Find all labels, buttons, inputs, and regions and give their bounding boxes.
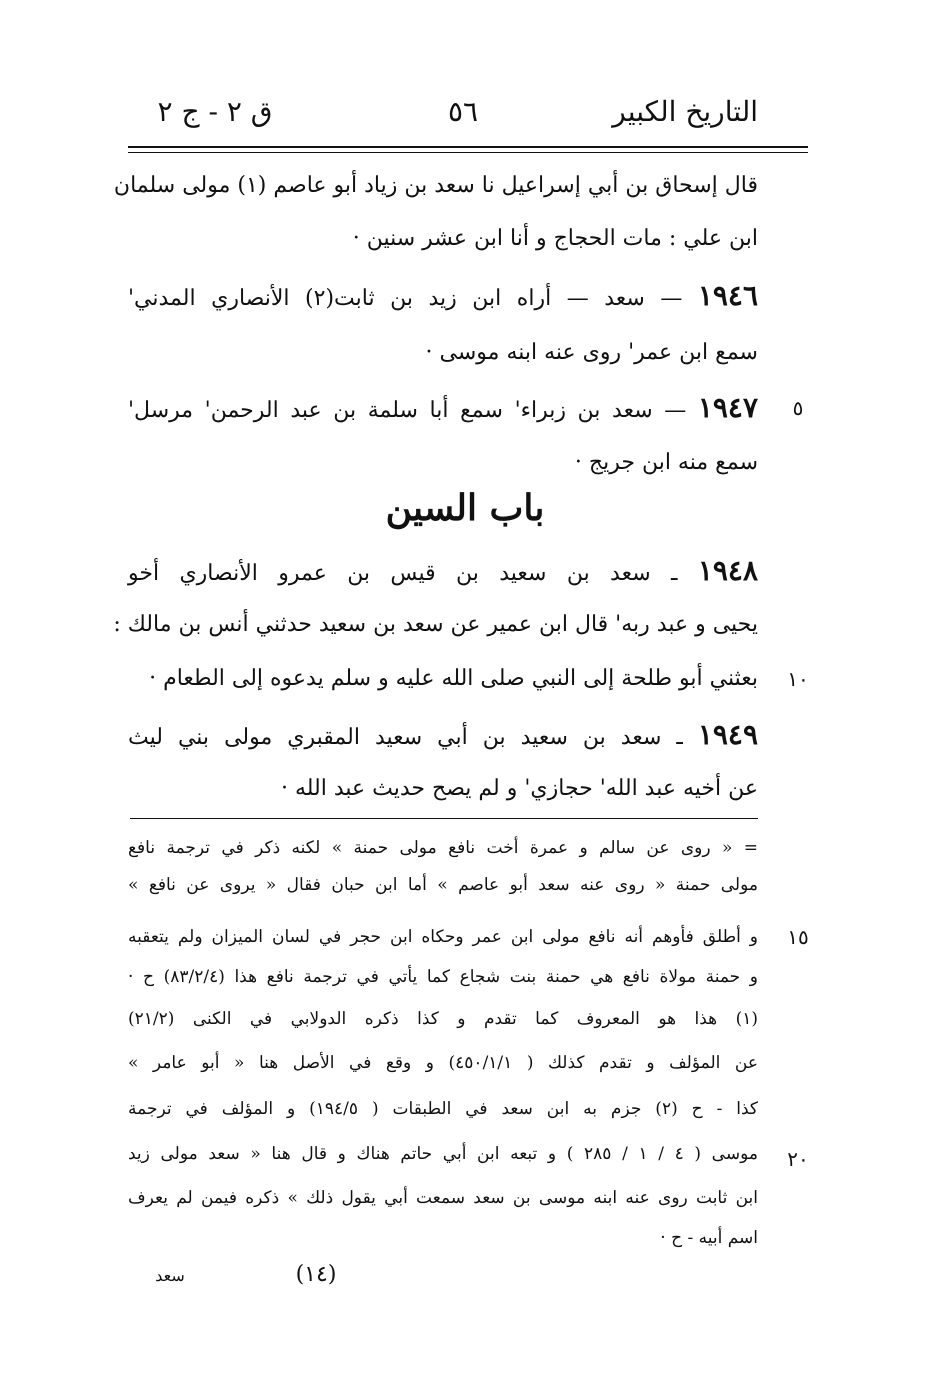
book-title: التاريخ الكبير: [612, 95, 758, 128]
page-number: ٥٦: [447, 95, 479, 128]
entry-1946: ١٩٤٦ — سعد — أراه ابن زيد بن ثابت(٢) الأنصاري المدني': [128, 279, 758, 312]
text-line: عن أخيه عبد الله' حجازي' و لم يصح حديث عبد الله ·: [280, 776, 758, 801]
footnote-line: عن المؤلف و تقدم كذلك ( ٤٥٠/١/١) و وقع في الأصل هنا « أبو عامر »: [128, 1053, 758, 1073]
entry-number: ١٩٤٧: [697, 391, 758, 424]
header-rule-thin: [128, 152, 808, 153]
margin-line-number: ٥: [792, 396, 804, 420]
volume-part: ق ٢ - ج ٢: [157, 95, 273, 128]
header-rule: [128, 146, 808, 148]
text-line: قال إسحاق بن أبي إسراعيل نا سعد بن زياد أبو عاصم (١) مولى سلمان: [113, 173, 758, 198]
text-line: سمع ابن عمر' روى عنه ابنه موسى ·: [425, 340, 758, 365]
signature-mark: سعد: [155, 1266, 185, 1285]
footnote-line: (١) هذا هو المعروف كما تقدم و كذا ذكره الدولابي في الكنى (٢١/٢): [128, 1009, 758, 1029]
margin-line-number: ١٥: [787, 925, 809, 949]
entry-number: ١٩٤٩: [697, 718, 758, 751]
footnote-rule: [130, 818, 758, 819]
text-line: ابن علي : مات الحجاج و أنا ابن عشر سنين ·: [352, 226, 758, 251]
entry-1948: ١٩٤٨ ـ سعد بن سعيد بن قيس بن عمرو الأنصاري أخو: [128, 554, 758, 587]
text-line: سمع منه ابن جريج ·: [574, 450, 758, 475]
entry-number: ١٩٤٦: [697, 279, 758, 312]
sheet-number: (١٤): [295, 1262, 337, 1287]
footnote-line: كذا - ح (٢) جزم به ابن سعد في الطبقات ( ١٩٤/٥) و المؤلف في ترجمة: [128, 1099, 758, 1119]
text-line: يحيى و عبد ربه' قال ابن عمير عن سعد بن سعيد حدثني أنس بن مالك :: [113, 612, 758, 637]
footnote-line: مولى حمنة « روى عنه سعد أبو عاصم » أما ابن حبان فقال « يروى عن نافع »: [128, 875, 758, 895]
margin-line-number: ٢٠: [787, 1147, 809, 1171]
footnote-line: و حمنة مولاة نافع هي حمنة بنت شجاع كما يأتي في ترجمة نافع هذا (٨٣/٢/٤) ح ·: [128, 967, 758, 987]
entry-1947: ١٩٤٧ — سعد بن زبراء' سمع أبا سلمة بن عبد الرحمن' مرسل': [128, 391, 758, 424]
section-heading: باب السين: [385, 487, 545, 529]
margin-line-number: ١٠: [787, 667, 809, 691]
footnote-line: اسم أبيه - ح ·: [660, 1228, 758, 1248]
footnote-line: موسى ( ٤ / ١ / ٢٨٥ ) و تبعه ابن أبي حاتم هناك و قال هنا « سعد مولى زيد: [128, 1144, 758, 1164]
entry-number: ١٩٤٨: [697, 554, 758, 587]
footnote-line: و أطلق فأوهم أنه نافع مولى ابن عمر وحكاه ابن حجر في لسان الميزان ولم يتعقبه: [128, 927, 758, 947]
entry-1949: ١٩٤٩ ـ سعد بن سعيد بن أبي سعيد المقبري مولى بني ليث: [128, 718, 758, 751]
footnote-line: ابن ثابت روى عنه ابنه موسى بن سعد سمعت أبي يقول ذلك » ذكره فيمن لم يعرف: [128, 1188, 758, 1208]
text-line: بعثني أبو طلحة إلى النبي صلى الله عليه و سلم يدعوه إلى الطعام ·: [149, 666, 758, 691]
footnote-line: = « روى عن سالم و عمرة أخت نافع مولى حمنة » لكنه ذكر في ترجمة نافع: [128, 838, 758, 858]
